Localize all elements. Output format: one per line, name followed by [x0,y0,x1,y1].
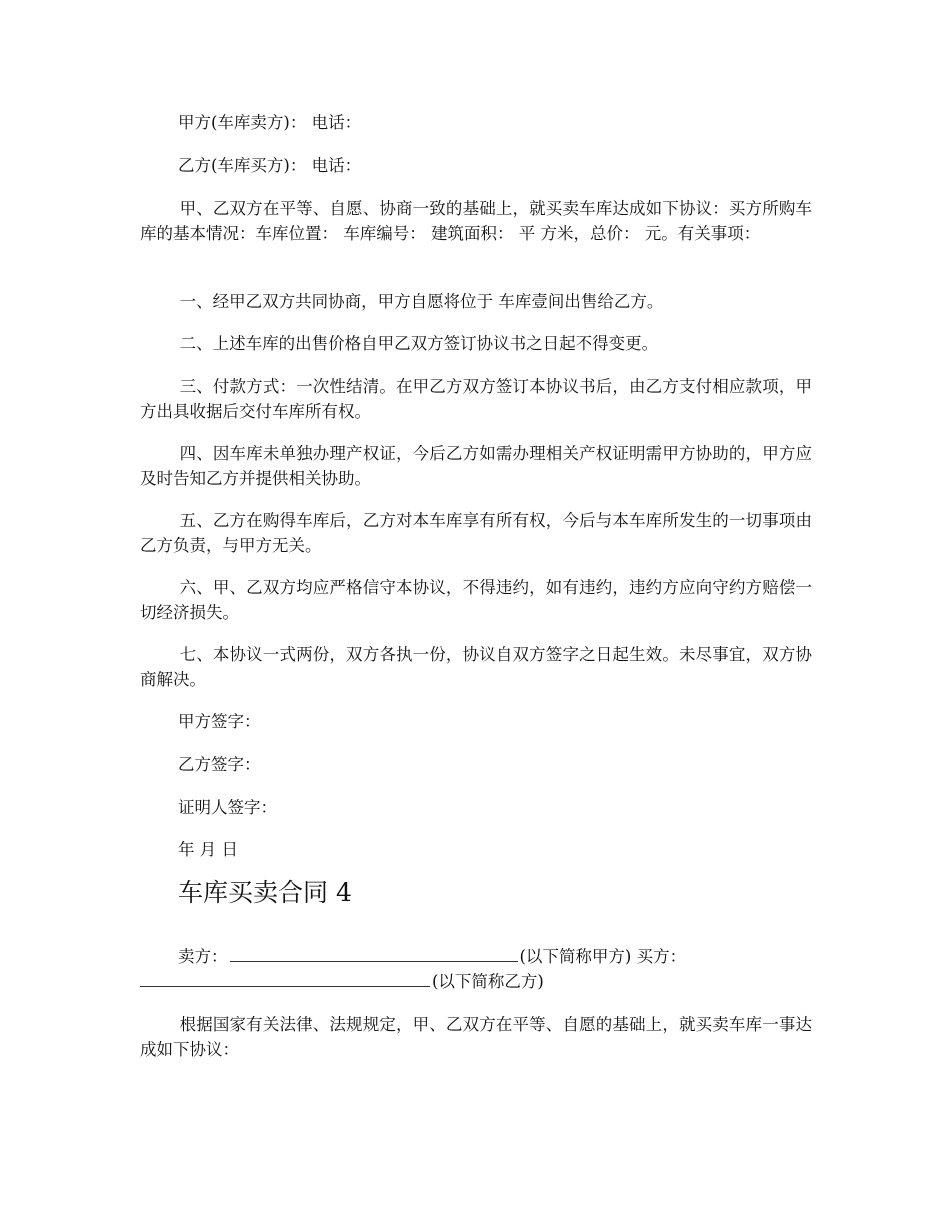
buyer-blank [140,985,430,987]
buyer-suffix: (以下简称乙方) [432,972,544,991]
clause-2: 二、上述车库的出售价格自甲乙双方签订协议书之日起不得变更。 [179,334,659,353]
seller-line [178,944,686,969]
seller-label: 卖方： [178,947,228,966]
seller-suffix: (以下简称甲方) [519,947,632,966]
signature-witness: 证明人签字： [178,798,277,817]
party-b-line: 乙方(车库买方)： 电话： [178,156,362,175]
clause-1: 一、经甲乙双方共同协商，甲方自愿将位于 车库壹间出售给乙方。 [179,292,664,311]
clause-3: 三、付款方式：一次性结清。在甲乙方双方签订本协议书后，由乙方支付相应款项，甲方出具收据后交付车库所有权。 [140,377,812,421]
signature-party-b: 乙方签字： [178,755,261,774]
signature-date: 年 月 日 [178,840,238,859]
clause-6: 六、甲、乙双方均应严格信守本协议，不得违约，如有违约，违约方应向守约方赔偿一切经济损失。 [140,578,812,622]
clause-5: 五、乙方在购得车库后，乙方对本车库享有所有权，今后与本车库所发生的一切事项由乙方负责，与甲方无关。 [140,511,812,555]
clause-7: 七、本协议一式两份，双方各执一份，协议自双方签字之日起生效。未尽事宜，双方协商解决。 [140,645,812,689]
seller-blank [230,960,518,962]
signature-party-a: 甲方签字： [178,712,261,731]
party-a-line: 甲方(车库卖方)： 电话： [178,113,362,132]
intro-paragraph: 甲、乙双方在平等、自愿、协商一致的基础上，就买卖车库达成如下协议：买方所购车库的基本情况：车库位置： 车库编号： 建筑面积： 平 方米，总价： 元。有关事项： [140,199,812,243]
buyer-line [140,969,544,994]
clause-4: 四、因车库未单独办理产权证，今后乙方如需办理相关产权证明需甲方协助的，甲方应及时告知乙方并提供相关协助。 [140,444,812,488]
buyer-label: 买方： [636,947,687,966]
section2-paragraph: 根据国家有关法律、法规规定，甲、乙双方在平等、自愿的基础上，就买卖车库一事达成如下协议： [140,1015,812,1059]
contract-title: 车库买卖合同 4 [178,878,352,907]
